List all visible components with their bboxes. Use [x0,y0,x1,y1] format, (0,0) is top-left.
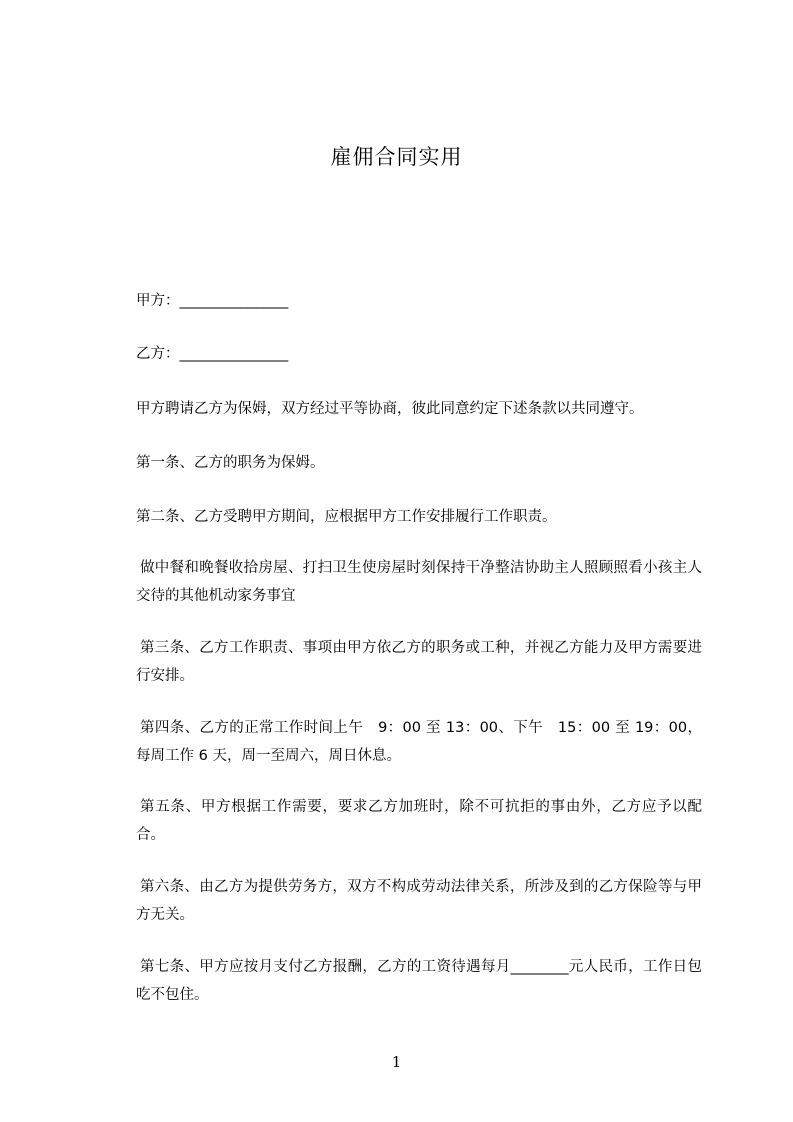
duties-paragraph: 做中餐和晚餐收拾房屋、打扫卫生使房屋时刻保持干净整洁协助主人照顾照看小孩主人交待的其他机动家务事宜 [136,560,702,604]
page-number: 1 [391,1053,402,1071]
document-title: 雇佣合同实用 [330,145,463,169]
article-7: 第七条、甲方应按月支付乙方报酬，乙方的工资待遇每月________元人民币，工作日包吃不包住。 [136,959,702,1003]
article-3: 第三条、乙方工作职责、事项由甲方依乙方的职务或工种，并视乙方能力及甲方需要进行安排。 [136,640,702,684]
article-1: 第一条、乙方的职务为保姆。 [136,455,325,471]
article-4: 第四条、乙方的正常工作时间上午 9：00 至 13：00、下午 15：00 至 19：00，每周工作 6 天，周一至周六，周日休息。 [136,720,702,764]
party-b-line: 乙方：_______________ [136,346,289,362]
article-6: 第六条、由乙方为提供劳务方，双方不构成劳动法律关系，所涉及到的乙方保险等与甲方无关。 [136,879,702,923]
article-5: 第五条、甲方根据工作需要，要求乙方加班时，除不可抗拒的事由外，乙方应予以配合。 [136,799,702,843]
article-2: 第二条、乙方受聘甲方期间，应根据甲方工作安排履行工作职责。 [136,509,557,525]
intro-paragraph: 甲方聘请乙方为保姆，双方经过平等协商，彼此同意约定下述条款以共同遵守。 [136,401,644,417]
party-a-line: 甲方：_______________ [136,293,289,309]
